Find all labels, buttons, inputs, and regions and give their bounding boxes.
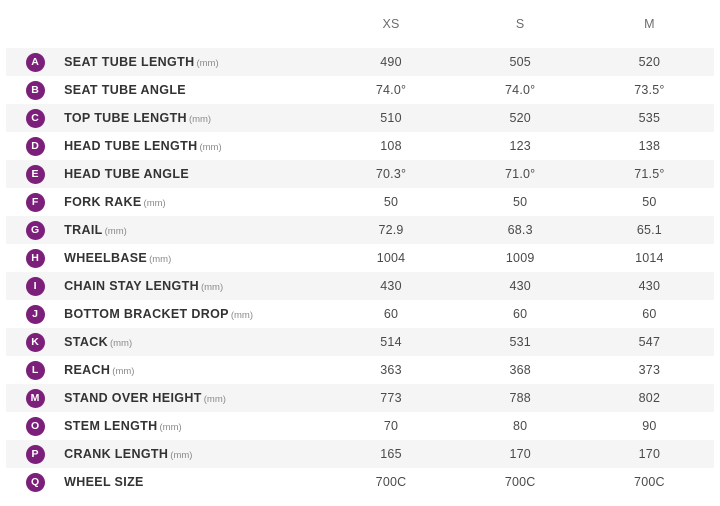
row-value-cell: 510 [326,104,455,132]
row-badge-cell [6,300,64,328]
row-badge: A [26,53,45,72]
row-value-cell: 373 [585,356,714,384]
row-label: STEM LENGTH [64,419,158,433]
row-value-cell: 505 [456,48,585,76]
row-badge-cell [6,104,64,132]
row-value-cell: 108 [326,132,455,160]
table-row [6,468,714,496]
row-label: SEAT TUBE LENGTH [64,55,195,69]
row-badge-cell [6,468,64,496]
table-row [6,244,714,272]
row-badge: J [26,305,45,324]
row-value-cell: 70.3° [326,160,455,188]
row-unit: (mm) [143,198,166,209]
row-label-cell [64,272,326,300]
row-value-cell: 700C [585,468,714,496]
row-badge-cell [6,440,64,468]
row-label-cell [64,412,326,440]
row-value-cell: 430 [326,272,455,300]
row-badge-cell [6,132,64,160]
row-badge-cell [6,244,64,272]
row-unit: (mm) [188,114,212,125]
row-value-cell: 368 [456,356,585,384]
row-unit: (mm) [196,58,219,69]
header-size-m: M [585,0,714,48]
row-badge-cell [6,384,64,412]
table-row [6,48,714,76]
row-label-cell [64,440,326,468]
row-label: SEAT TUBE ANGLE [64,83,186,97]
table-row [6,160,714,188]
row-badge: P [26,445,45,464]
row-unit: (mm) [159,422,182,433]
row-value-cell: 138 [585,132,714,160]
table-row [6,216,714,244]
row-value-cell: 514 [326,328,455,356]
row-label-cell [64,104,326,132]
row-label-cell [64,328,326,356]
table-row [6,328,714,356]
row-unit: (mm) [203,394,226,405]
row-badge: O [26,417,45,436]
row-value-cell: 788 [456,384,585,412]
row-value-cell: 363 [326,356,455,384]
row-value-cell: 50 [585,188,714,216]
row-badge: M [26,389,45,408]
row-value-cell: 430 [456,272,585,300]
row-unit: (mm) [112,366,135,377]
row-value-cell: 70 [326,412,455,440]
row-label: TOP TUBE LENGTH [64,111,187,125]
row-label: STACK [64,335,108,349]
row-label-cell [64,48,326,76]
row-badge-cell [6,356,64,384]
row-badge: D [26,137,45,156]
row-label: TRAIL [64,223,103,237]
row-label-cell [64,76,326,104]
row-label: HEAD TUBE ANGLE [64,167,190,181]
row-label: FORK RAKE [64,195,142,209]
row-badge: L [26,361,45,380]
row-value-cell: 50 [456,188,585,216]
header-blank [6,0,326,48]
row-value-cell: 1009 [456,244,585,272]
row-badge: B [26,81,45,100]
row-value-cell: 60 [456,300,585,328]
row-unit: (mm) [230,310,253,321]
row-value-cell: 72.9 [326,216,455,244]
row-label-cell [64,216,326,244]
row-badge-cell [6,272,64,300]
row-value-cell: 80 [456,412,585,440]
row-unit: (mm) [149,254,172,265]
row-unit: (mm) [109,338,133,349]
row-badge: H [26,249,45,268]
row-value-cell: 531 [456,328,585,356]
row-label-cell [64,300,326,328]
row-badge-cell [6,48,64,76]
row-badge-cell [6,76,64,104]
row-value-cell: 123 [456,132,585,160]
table-row [6,272,714,300]
row-value-cell: 520 [456,104,585,132]
row-badge-cell [6,328,64,356]
row-badge-cell [6,216,64,244]
row-label-cell [64,384,326,412]
row-value-cell: 490 [326,48,455,76]
row-value-cell: 170 [585,440,714,468]
row-label: HEAD TUBE LENGTH [64,139,198,153]
row-value-cell: 700C [326,468,455,496]
row-value-cell: 170 [456,440,585,468]
table-row [6,412,714,440]
row-value-cell: 74.0° [326,76,455,104]
row-unit: (mm) [170,450,193,461]
row-value-cell: 802 [585,384,714,412]
row-label: WHEEL SIZE [64,475,144,489]
table-row [6,104,714,132]
table-row [6,132,714,160]
table-row [6,76,714,104]
row-unit: (mm) [199,142,222,153]
row-value-cell: 1014 [585,244,714,272]
row-value-cell: 430 [585,272,714,300]
row-value-cell: 60 [585,300,714,328]
row-label: BOTTOM BRACKET DROP [64,307,229,321]
table-row [6,384,714,412]
row-value-cell: 71.0° [456,160,585,188]
row-badge: I [26,277,45,296]
row-label: WHEELBASE [64,251,148,265]
row-label: CHAIN STAY LENGTH [64,279,199,293]
table-row [6,440,714,468]
row-value-cell: 50 [326,188,455,216]
row-label: CRANK LENGTH [64,447,169,461]
header-size-xs: XS [326,0,455,48]
row-value-cell: 73.5° [585,76,714,104]
table-header-row [6,0,714,48]
row-label-cell [64,160,326,188]
row-value-cell: 68.3 [456,216,585,244]
row-badge-cell [6,160,64,188]
row-value-cell: 65.1 [585,216,714,244]
table-row [6,188,714,216]
row-label-cell [64,356,326,384]
row-label-cell [64,244,326,272]
row-value-cell: 90 [585,412,714,440]
row-label: STAND OVER HEIGHT [64,391,202,405]
row-value-cell: 547 [585,328,714,356]
row-badge: K [26,333,45,352]
row-value-cell: 1004 [326,244,455,272]
row-label-cell [64,132,326,160]
row-label: REACH [64,363,111,377]
row-value-cell: 700C [456,468,585,496]
row-label-cell [64,188,326,216]
row-badge: Q [26,473,45,492]
row-unit: (mm) [200,282,224,293]
row-badge: E [26,165,45,184]
row-value-cell: 535 [585,104,714,132]
table-row [6,300,714,328]
row-badge: G [26,221,45,240]
row-badge: F [26,193,45,212]
table-body [6,48,714,496]
row-value-cell: 520 [585,48,714,76]
row-value-cell: 60 [326,300,455,328]
table-row [6,356,714,384]
header-size-s: S [456,0,585,48]
row-value-cell: 773 [326,384,455,412]
row-badge-cell [6,412,64,440]
row-unit: (mm) [104,226,127,237]
row-badge-cell [6,188,64,216]
table-header [6,0,714,48]
row-value-cell: 71.5° [585,160,714,188]
geometry-table [6,0,714,496]
row-value-cell: 74.0° [456,76,585,104]
row-label-cell [64,468,326,496]
row-value-cell: 165 [326,440,455,468]
row-badge: C [26,109,45,128]
